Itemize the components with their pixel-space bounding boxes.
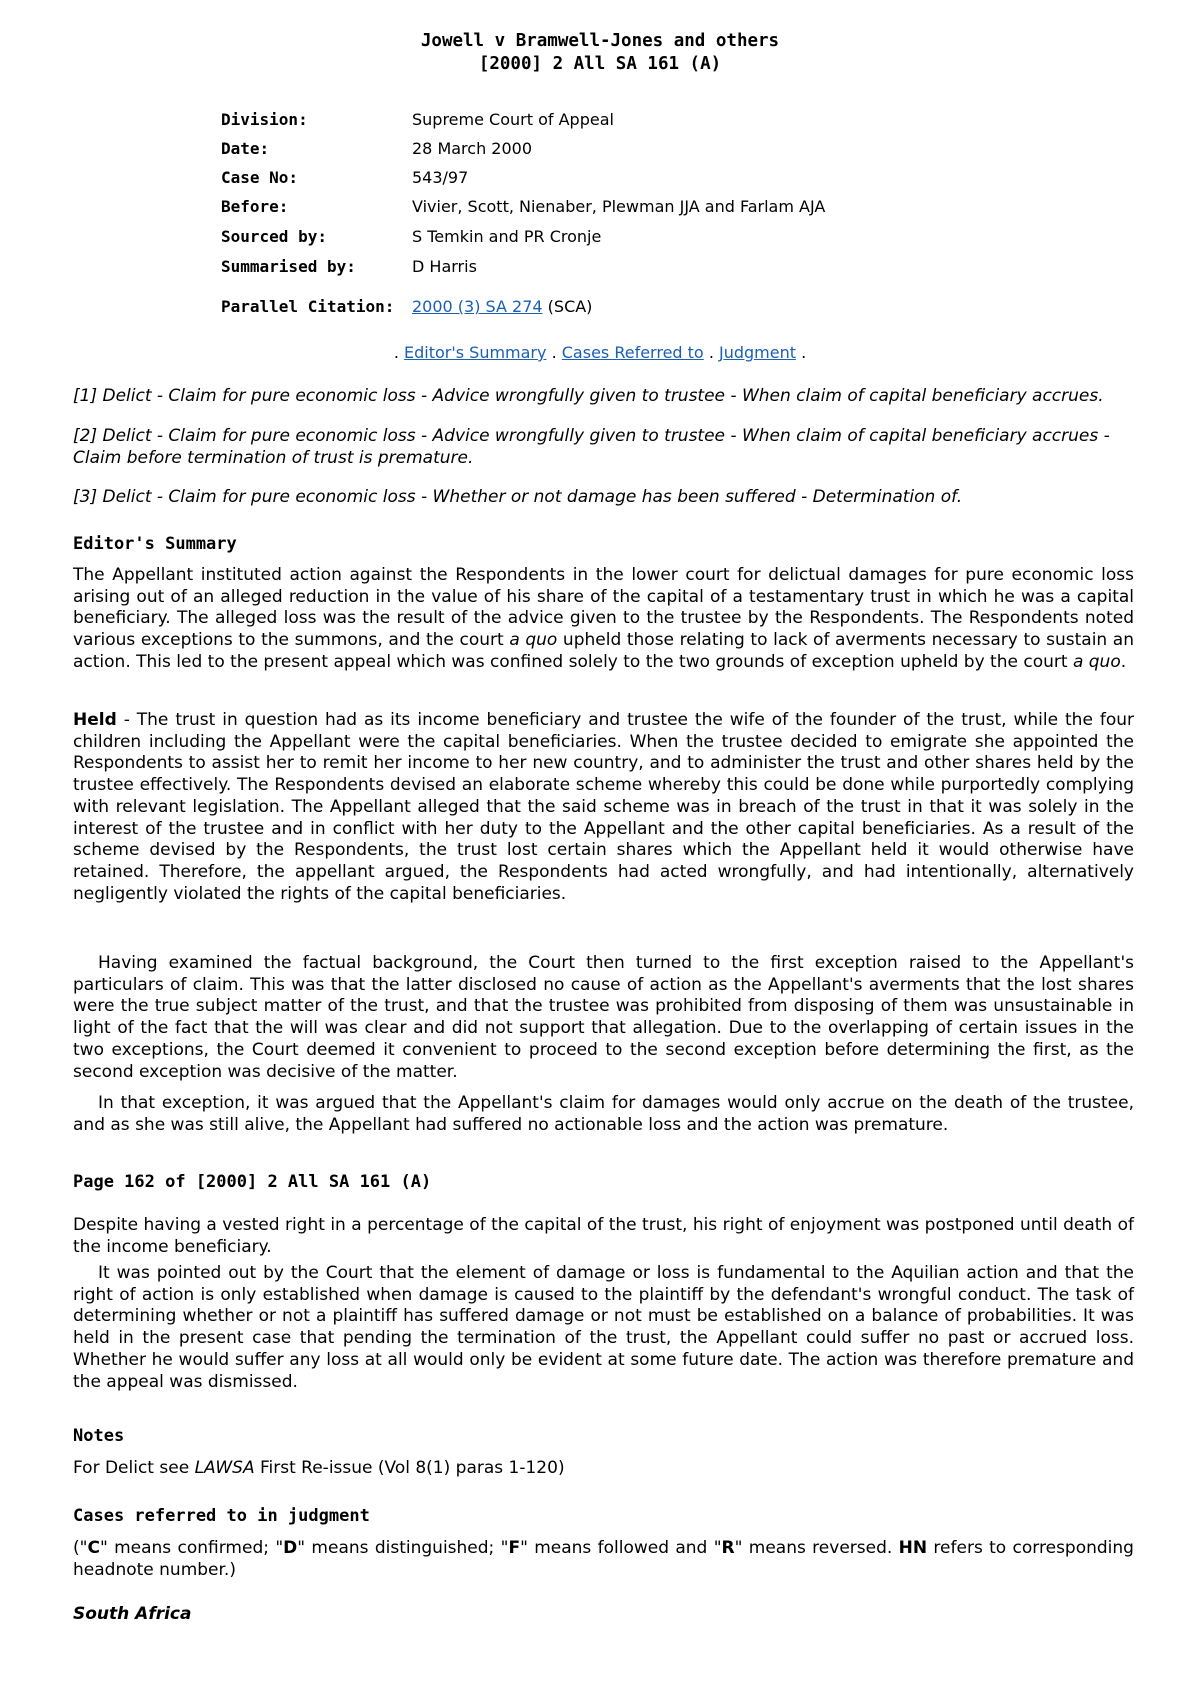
catchword-2: [2] Delict - Claim for pure economic loss - Advice wrongfully given to trustee - When claim of capital beneficiary accrues - Claim before termination of trust is premature. — [73, 426, 1110, 468]
latin-phrase: a quo — [509, 630, 558, 651]
summary-text: The Appellant instituted action against the Respondents in the lower court for delictual damages for pure economic loss arising out of an alleged reduction in the value of his share of the capital of a testamentary trust in which he was a capital beneficiary. The alleged loss was the result of the advice given to the trustee by the Respondents. The Respondents noted various exceptions to the summons, and the court — [73, 565, 1134, 651]
meta-value: D Harris — [412, 257, 477, 276]
jurisdiction-heading: South Africa — [73, 1604, 192, 1624]
section-nav — [0, 343, 1200, 363]
nav-separator: . — [551, 343, 562, 362]
nav-link-cases-referred[interactable]: Cases Referred to — [561, 343, 704, 362]
legend-text: " means followed and " — [520, 1538, 722, 1558]
notes-text-part: For Delict see — [73, 1458, 195, 1478]
cases-referred-heading: Cases referred to in judgment — [73, 1506, 370, 1526]
summary-paragraph-5: Despite having a vested right in a percentage of the capital of the trust, his right of enjoyment was postponed until death of the income beneficiary. — [73, 1215, 1134, 1257]
case-title — [0, 30, 1200, 76]
summary-paragraph-3: Having examined the factual background, the Court then turned to the first exception raised to the Appellant's particulars of claim. This was that the latter disclosed no cause of action as the Appellant's averments that the lost shares were the true subject matter of the trust, and that the trustee was prohibited from disposing of them was unsustainable in light of the fact that the will was clear and did not support that allegation. Due to the overlapping of certain issues in the two exceptions, the Court deemed it convenient to proceed to the second exception before determining the first, as the second exception was decisive of the matter. — [73, 953, 1134, 1082]
legend-code: HN — [898, 1538, 928, 1558]
parallel-citation-link[interactable]: 2000 (3) SA 274 — [412, 297, 543, 316]
meta-value: S Temkin and PR Cronje — [412, 227, 602, 246]
summary-paragraph-4: In that exception, it was argued that the Appellant's claim for damages would only accrue on the death of the trustee, and as she was still alive, the Appellant had suffered no actionable loss and the action was premature. — [73, 1093, 1134, 1135]
held-label: Held — [73, 710, 117, 730]
catchword-3: [3] Delict - Claim for pure economic loss - Whether or not damage has been suffered - Determination of. — [73, 487, 963, 507]
nav-link-judgment[interactable]: Judgment — [718, 343, 796, 362]
meta-value — [412, 297, 592, 317]
legend-text: " means confirmed; " — [99, 1538, 284, 1558]
meta-label: Sourced by: — [221, 227, 327, 246]
nav-separator: . — [393, 343, 404, 362]
cases-legend — [73, 1538, 1134, 1581]
legend-text: refers to corresponding headnote number.) — [73, 1538, 1134, 1580]
meta-label: Date: — [221, 139, 270, 158]
page-marker: Page 162 of [2000] 2 All SA 161 (A) — [73, 1172, 432, 1192]
meta-value: 28 March 2000 — [412, 139, 533, 158]
case-name: Jowell v Bramwell-Jones and others — [420, 31, 780, 51]
nav-end: . — [796, 343, 807, 362]
meta-value: 543/97 — [412, 168, 469, 187]
meta-label: Summarised by: — [221, 257, 356, 276]
summary-text: . — [1120, 651, 1127, 672]
editors-summary-heading: Editor's Summary — [73, 534, 237, 554]
held-paragraph — [73, 710, 1134, 905]
meta-value: Supreme Court of Appeal — [412, 110, 614, 129]
nav-separator: . — [708, 343, 719, 362]
legend-code: F — [508, 1538, 521, 1558]
held-text: - The trust in question had as its income beneficiary and trustee the wife of the founder of the trust, while the four children including the Appellant were the capital beneficiaries. When the trustee decided to emigrate she appointed the Respondents to assist her to remit her income to her new country, and to administer the trust and other shares held by the trustee effectively. The Respondents devised an elaborate scheme whereby this could be done while purportedly complying with relevant legislation. The Appellant alleged that the said scheme was in breach of the trust in that it was solely in the interest of the trustee and in conflict with her duty to the Appellant and the other capital beneficiaries. As a result of the scheme devised by the Respondents, the trust lost certain shares which the Appellant held it would otherwise have retained. Therefore, the appellant argued, the Respondents had acted wrongfully, and had intentionally, alternatively negligently violated the rights of the capital beneficiaries. — [73, 710, 1134, 904]
lawsa-title: LAWSA — [194, 1458, 255, 1478]
legend-code: R — [721, 1538, 735, 1558]
nav-link-editors-summary[interactable]: Editor's Summary — [403, 343, 547, 362]
latin-phrase: a quo — [1072, 651, 1121, 672]
legend-text: " means reversed. — [734, 1538, 899, 1558]
legend-code: C — [87, 1538, 100, 1558]
parallel-citation-suffix: (SCA) — [542, 297, 593, 316]
summary-paragraph-6: It was pointed out by the Court that the element of damage or loss is fundamental to the Aquilian action and that the right of action is only established when damage is caused to the plaintiff by the defendant's wrongful conduct. The task of determining whether or not a plaintiff has suffered damage or not must be established on a balance of probabilities. It was held in the present case that pending the termination of the trust, the Appellant could suffer no past or accrued loss. Whether he would suffer any loss at all would only be evident at some future date. The action was therefore premature and the appeal was dismissed. — [73, 1263, 1134, 1392]
meta-label: Parallel Citation: — [221, 297, 395, 316]
summary-paragraph-1 — [73, 565, 1134, 674]
notes-heading: Notes — [73, 1426, 125, 1446]
case-citation: [2000] 2 All SA 161 (A) — [478, 54, 722, 74]
meta-value: Vivier, Scott, Nienaber, Plewman JJA and Farlam AJA — [412, 197, 826, 216]
legend-text: (" — [73, 1538, 88, 1558]
legend-code: D — [283, 1538, 298, 1558]
legend-text: " means distinguished; " — [297, 1538, 509, 1558]
notes-text-part: First Re-issue (Vol 8(1) paras 1-120) — [254, 1458, 565, 1478]
meta-label: Before: — [221, 197, 289, 216]
meta-label: Case No: — [221, 168, 299, 187]
notes-text — [73, 1458, 1134, 1480]
summary-text: upheld those relating to lack of averments necessary to sustain an action. This led to the present appeal which was confined solely to the two grounds of exception upheld by the court — [73, 630, 1134, 672]
catchword-1: [1] Delict - Claim for pure economic loss - Advice wrongfully given to trustee - When claim of capital beneficiary accrues. — [73, 386, 1104, 406]
meta-label: Division: — [221, 110, 308, 129]
